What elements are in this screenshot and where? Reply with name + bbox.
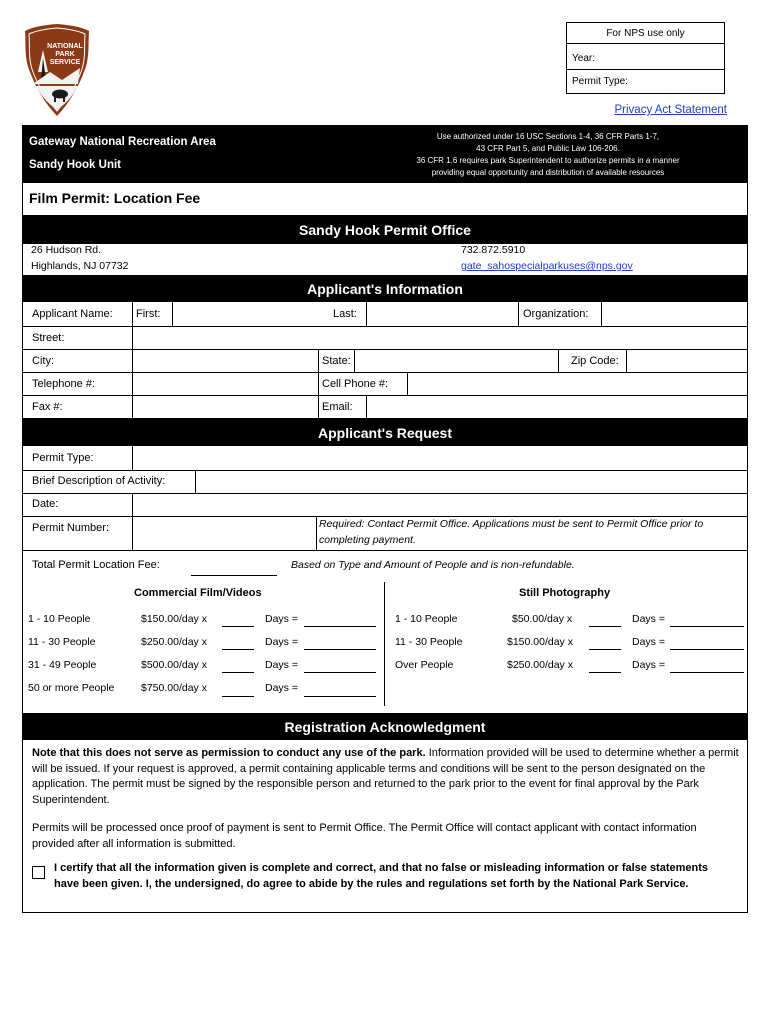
organization-input[interactable] [602,303,747,325]
still-people-1: 1 - 10 People [395,613,458,625]
still-people-3: Over People [395,659,454,671]
total-fee-note: Based on Type and Amount of People and is non-refundable. [291,559,575,571]
acknowledgment-heading-bar [23,713,747,740]
office-heading: Sandy Hook Permit Office [299,222,471,238]
commercial-rate-2: $250.00/day x [141,636,207,648]
office-address-1: 26 Hudson Rd. [31,244,102,256]
commercial-days-input-4[interactable] [304,696,376,697]
commercial-days-1: Days = [265,613,298,625]
commercial-qty-input-2[interactable] [222,649,254,650]
authority-line-1: Use authorized under 16 USC Sections 1-4, 36 CFR Parts 1-7, [436,132,660,141]
city-input[interactable] [133,350,318,371]
organization-label: Organization: [523,308,589,320]
permit-number-input[interactable] [133,517,316,549]
commercial-qty-input-3[interactable] [222,672,254,673]
telephone-input[interactable] [133,373,318,394]
cell-phone-label: Cell Phone #: [322,378,389,390]
commercial-rate-4: $750.00/day x [141,682,207,694]
authority-line-2: 43 CFR Part 5, and Public Law 106-206. [476,144,620,153]
still-days-2: Days = [632,636,665,648]
logo-text-national: NATIONAL [47,43,83,50]
applicant-heading-bar [23,275,747,302]
email-label: Email: [322,401,353,413]
request-heading-bar [23,419,747,446]
office-address-2: Highlands, NJ 07732 [31,260,129,272]
permit-type-input[interactable] [133,447,747,469]
total-fee-label: Total Permit Location Fee: [32,559,160,571]
nps-arrowhead-logo [22,22,92,118]
acknowledgment-notice: Note that this does not serve as permission to conduct any use of the park. [32,747,426,759]
state-label: State: [322,355,351,367]
header-band [23,126,747,183]
last-name-input[interactable] [367,303,517,325]
applicant-name-label: Applicant Name: [32,308,113,320]
state-input[interactable] [355,350,557,371]
acknowledgment-paragraph-2: Permits will be processed once proof of payment is sent to Permit Office. The Permit Office will contact applicant with contact information provided after all information is submitted. [32,822,697,850]
telephone-label: Telephone #: [32,378,95,390]
cell-phone-input[interactable] [408,373,747,394]
still-days-1: Days = [632,613,665,625]
commercial-people-1: 1 - 10 People [28,613,91,625]
logo-text-service: SERVICE [49,59,81,66]
still-days-input-1[interactable] [670,626,744,627]
permit-type-label: Permit Type: [32,452,94,464]
activity-description-label: Brief Description of Activity: [32,475,166,487]
city-label: City: [32,355,54,367]
still-qty-input-1[interactable] [589,626,621,627]
authority-line-4: providing equal opportunity and distribution of available resources [431,168,665,177]
still-rate-1: $50.00/day x [512,613,573,625]
commercial-days-input-1[interactable] [304,626,376,627]
divider [567,69,724,70]
permit-form [22,125,748,913]
zip-code-input[interactable] [627,350,747,371]
nps-use-only-title: For NPS use only [606,28,685,39]
commercial-days-input-2[interactable] [304,649,376,650]
fax-input[interactable] [133,396,318,417]
form-title: Film Permit: Location Fee [29,190,201,206]
street-label: Street: [32,332,65,344]
divider [23,550,747,551]
request-heading: Applicant's Request [317,425,453,441]
date-label: Date: [32,498,59,510]
commercial-heading: Commercial Film/Videos [134,587,262,599]
still-qty-input-3[interactable] [589,672,621,673]
divider [316,516,317,550]
certify-checkbox[interactable] [32,866,45,879]
still-qty-input-2[interactable] [589,649,621,650]
still-days-input-3[interactable] [670,672,744,673]
commercial-qty-input-4[interactable] [222,696,254,697]
acknowledgment-paragraph-1 [32,746,742,808]
date-input[interactable] [133,494,747,515]
first-name-input[interactable] [173,303,321,325]
applicant-heading: Applicant's Information [307,281,463,297]
privacy-act-link[interactable]: Privacy Act Statement [614,104,727,116]
still-people-2: 11 - 30 People [395,636,463,648]
acknowledgment-heading: Registration Acknowledgment [284,719,486,735]
acknowledgment-text: Information provided will be used to determine whether a permit will be issued. If your request is approved, a permit containing applicable terms and conditions will be sent to the person designated on the application. The permit must be signed by the responsible person and returned to the park prior to the event for final approval by the Park Superintendent. [32,747,739,806]
commercial-rate-1: $150.00/day x [141,613,207,625]
divider [518,302,519,326]
commercial-people-3: 31 - 49 People [28,659,97,671]
area-name: Gateway National Recreation Area [29,136,216,148]
still-days-input-2[interactable] [670,649,744,650]
commercial-qty-input-1[interactable] [222,626,254,627]
commercial-people-2: 11 - 30 People [28,636,96,648]
total-fee-input[interactable] [191,575,277,576]
street-input[interactable] [133,327,747,348]
commercial-people-4: 50 or more People [28,682,115,694]
divider [567,43,724,44]
still-rate-2: $150.00/day x [507,636,573,648]
permit-number-label: Permit Number: [32,522,110,534]
office-heading-bar [23,215,747,244]
commercial-days-4: Days = [265,682,298,694]
still-days-3: Days = [632,659,665,671]
authority-line-3: 36 CFR 1.6 requires park Superintendent to authorize permits in a manner [416,156,680,165]
office-email-link[interactable]: gate_sahospecialparkuses@nps.gov [461,260,633,272]
required-note-line-1: Required: Contact Permit Office. Applications must be sent to Permit Office prior to [319,518,704,530]
email-input[interactable] [367,396,747,417]
logo-text-park: PARK [55,51,75,58]
commercial-rate-3: $500.00/day x [141,659,207,671]
last-name-label: Last: [333,308,357,320]
nps-year-label: Year: [572,53,595,64]
divider [384,582,385,706]
nps-use-only-box [566,22,725,94]
unit-name: Sandy Hook Unit [29,159,122,171]
certify-statement: I certify that all the information given is complete and correct, and that no false or misleading information or false statements have been given. I, the undersigned, do agree to abide by the rules and regulations set forth by the National Park Service. [54,862,709,890]
commercial-days-3: Days = [265,659,298,671]
required-note-line-2: completing payment. [319,534,416,546]
commercial-days-2: Days = [265,636,298,648]
fax-label: Fax #: [32,401,63,413]
commercial-days-input-3[interactable] [304,672,376,673]
divider [318,349,319,418]
activity-description-input[interactable] [196,471,747,492]
divider [558,349,559,372]
zip-code-label: Zip Code: [571,355,619,367]
office-phone: 732.872.5910 [461,244,526,256]
still-rate-3: $250.00/day x [507,659,573,671]
first-name-label: First: [136,308,161,320]
nps-permit-type-label: Permit Type: [572,76,628,87]
still-photography-heading: Still Photography [519,587,611,599]
